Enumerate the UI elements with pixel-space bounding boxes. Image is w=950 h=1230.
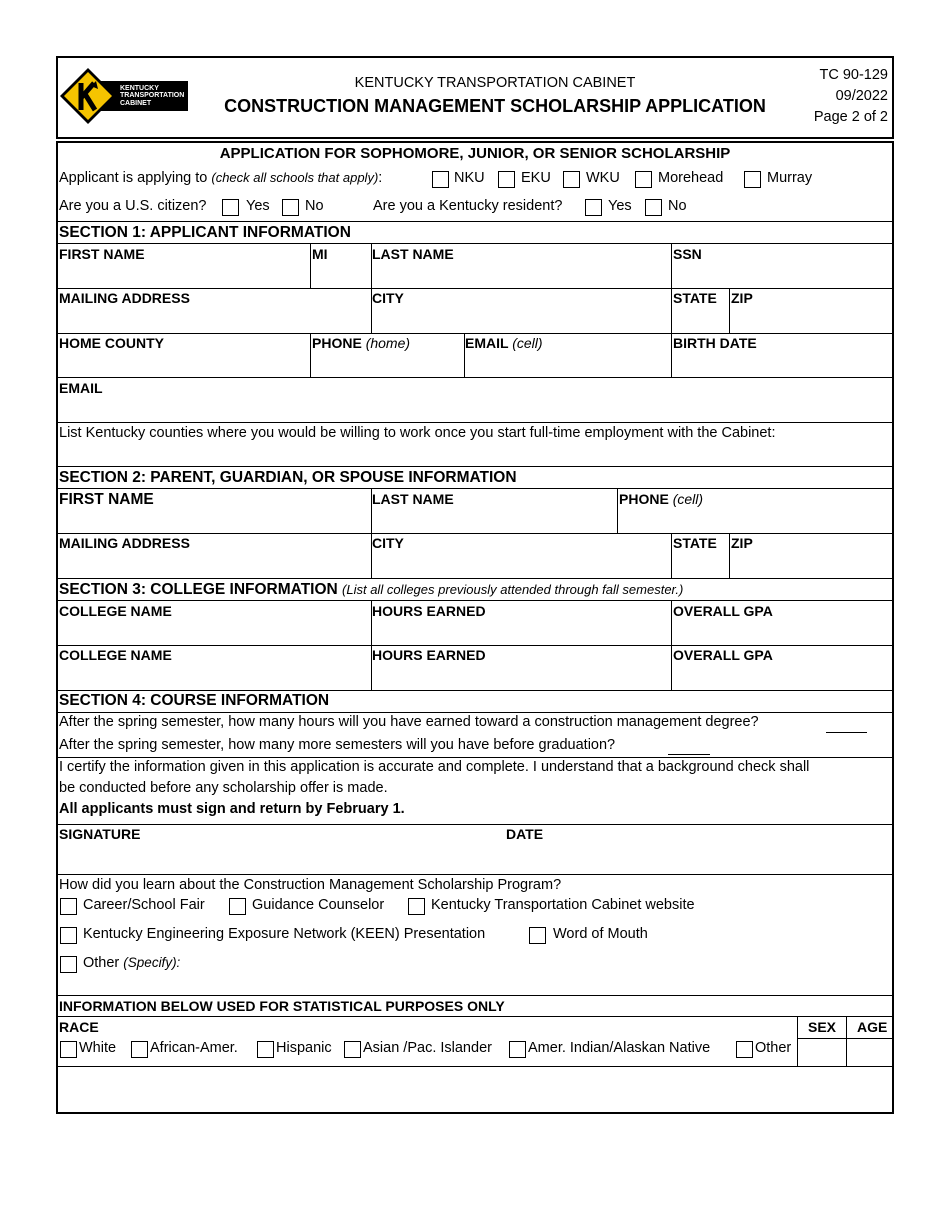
resident-no-label: No <box>668 198 687 214</box>
s1-email-cell-note: (cell) <box>512 335 543 351</box>
s3-college-name-label-2: COLLEGE NAME <box>59 647 172 663</box>
resident-yes-label: Yes <box>608 198 632 214</box>
logo-line-2: TRANSPORTATION <box>120 92 185 100</box>
learn-other-note: (Specify): <box>123 955 181 970</box>
s1-email-label: EMAIL <box>59 380 103 396</box>
s1-email-cell-label <box>465 335 543 351</box>
learn-other-label <box>83 955 180 971</box>
agency-name: KENTUCKY TRANSPORTATION CABINET <box>354 75 636 91</box>
section1-title: SECTION 1: APPLICANT INFORMATION <box>59 224 351 241</box>
s4-semesters-answer[interactable] <box>668 754 710 755</box>
race-amer-indian-checkbox[interactable] <box>509 1041 526 1058</box>
race-hispanic-label: Hispanic <box>276 1040 332 1056</box>
section3-note: (List all colleges previously attended through fall semester.) <box>342 582 684 597</box>
race-label: RACE <box>59 1019 99 1035</box>
learn-other-specify-field[interactable] <box>190 954 890 976</box>
s2-first-name-field[interactable] <box>58 510 369 531</box>
form-title: CONSTRUCTION MANAGEMENT SCHOLARSHIP APPLICATION <box>224 96 766 116</box>
application-heading: APPLICATION FOR SOPHOMORE, JUNIOR, OR SENIOR SCHOLARSHIP <box>219 145 731 162</box>
school-wku-checkbox[interactable] <box>563 171 580 188</box>
s1-ssn-field[interactable] <box>673 264 891 286</box>
school-murray-checkbox[interactable] <box>744 171 761 188</box>
s1-mi-label: MI <box>312 246 328 262</box>
s2-city-field[interactable] <box>373 554 669 576</box>
s4-certify-line-1: I certify the information given in this application is accurate and complete. I understand that a background check shall <box>59 759 810 775</box>
race-african-amer-label: African-Amer. <box>150 1040 238 1056</box>
section2-title: SECTION 2: PARENT, GUARDIAN, OR SPOUSE INFORMATION <box>59 469 517 486</box>
s2-phone-cell-field[interactable] <box>619 510 891 531</box>
citizen-no-label: No <box>305 198 324 214</box>
s1-zip-field[interactable] <box>731 309 891 331</box>
learn-keen-checkbox[interactable] <box>60 927 77 944</box>
learn-word-of-mouth-label: Word of Mouth <box>553 926 648 942</box>
section3-title <box>59 581 683 599</box>
logo-line-3: CABINET <box>120 99 152 107</box>
s1-ssn-label: SSN <box>673 246 702 262</box>
s1-birth-date-field[interactable] <box>673 354 891 376</box>
s4-date-field[interactable] <box>506 845 891 872</box>
citizen-no-checkbox[interactable] <box>282 199 299 216</box>
learn-guidance-counselor-label: Guidance Counselor <box>252 897 385 913</box>
learn-kytc-website-checkbox[interactable] <box>408 898 425 915</box>
s1-state-label: STATE <box>673 290 717 306</box>
s1-first-name-label: FIRST NAME <box>59 246 145 262</box>
learn-kytc-website-label: Kentucky Transportation Cabinet website <box>431 897 695 913</box>
form-number: TC 90-129 <box>819 67 888 83</box>
s2-city-label: CITY <box>372 535 404 551</box>
school-eku-label: EKU <box>521 170 551 186</box>
race-amer-indian-label: Amer. Indian/Alaskan Native <box>528 1040 711 1056</box>
learn-career-fair-checkbox[interactable] <box>60 898 77 915</box>
race-white-checkbox[interactable] <box>60 1041 77 1058</box>
s1-home-county-label: HOME COUNTY <box>59 335 164 351</box>
sex-field[interactable] <box>799 1040 844 1065</box>
s2-state-label: STATE <box>673 535 717 551</box>
race-asian-checkbox[interactable] <box>344 1041 361 1058</box>
s2-phone-text: PHONE <box>619 491 669 507</box>
s1-phone-text: PHONE <box>312 335 362 351</box>
s3-college-name-field-1[interactable] <box>58 622 369 643</box>
s2-phone-note: (cell) <box>672 491 704 507</box>
s4-signature-field[interactable] <box>58 845 498 872</box>
s3-hours-earned-label-1: HOURS EARNED <box>372 603 486 619</box>
s3-college-name-label-1: COLLEGE NAME <box>59 603 172 619</box>
citizen-question: Are you a U.S. citizen? <box>59 198 207 214</box>
s2-last-name-field[interactable] <box>373 510 615 531</box>
s2-state-field[interactable] <box>673 554 727 576</box>
s2-zip-label: ZIP <box>731 535 753 551</box>
sex-label: SEX <box>808 1019 837 1035</box>
s1-birth-date-label: BIRTH DATE <box>673 335 757 351</box>
learn-career-fair-label: Career/School Fair <box>83 897 205 913</box>
s1-zip-label: ZIP <box>731 290 753 306</box>
race-african-amer-checkbox[interactable] <box>131 1041 148 1058</box>
s1-counties-question: List Kentucky counties where you would be willing to work once you start full-time employment with the Cabinet: <box>59 425 776 441</box>
learn-keen-label: Kentucky Engineering Exposure Network (KEEN) Presentation <box>83 926 486 942</box>
s3-overall-gpa-label-2: OVERALL GPA <box>673 647 773 663</box>
school-nku-label: NKU <box>454 170 485 186</box>
s1-email-cell-text: EMAIL <box>465 335 509 351</box>
s3-overall-gpa-field-2[interactable] <box>673 666 891 688</box>
s4-deadline-notice: All applicants must sign and return by February 1. <box>59 801 405 817</box>
s3-overall-gpa-label-1: OVERALL GPA <box>673 603 773 619</box>
s3-hours-earned-field-2[interactable] <box>373 666 669 688</box>
s1-phone-home-field[interactable] <box>312 354 462 376</box>
logo-text <box>120 85 184 107</box>
race-asian-label: Asian /Pac. Islander <box>363 1040 492 1056</box>
race-other-label: Other <box>755 1040 792 1056</box>
school-murray-label: Murray <box>767 170 813 186</box>
learn-other-checkbox[interactable] <box>60 956 77 973</box>
race-hispanic-checkbox[interactable] <box>257 1041 274 1058</box>
race-white-label: White <box>79 1040 117 1056</box>
citizen-yes-label: Yes <box>246 198 270 214</box>
s2-phone-cell-label <box>619 491 703 507</box>
resident-no-checkbox[interactable] <box>645 199 662 216</box>
citizen-yes-checkbox[interactable] <box>222 199 239 216</box>
s1-last-name-label: LAST NAME <box>372 246 454 262</box>
school-nku-checkbox[interactable] <box>432 171 449 188</box>
learn-guidance-counselor-checkbox[interactable] <box>229 898 246 915</box>
s2-mailing-address-field[interactable] <box>58 554 369 576</box>
s1-mailing-address-field[interactable] <box>58 309 369 331</box>
resident-question: Are you a Kentucky resident? <box>373 198 563 214</box>
s3-hours-earned-label-2: HOURS EARNED <box>372 647 486 663</box>
logo-line-1: KENTUCKY <box>120 85 159 92</box>
s3-college-name-field-2[interactable] <box>58 666 369 688</box>
s1-last-name-field[interactable] <box>373 264 669 286</box>
s1-counties-field[interactable] <box>58 444 891 464</box>
learn-question: How did you learn about the Construction Management Scholarship Program? <box>59 877 562 893</box>
applying-label <box>59 170 382 186</box>
s1-email-cell-field[interactable] <box>466 354 669 376</box>
school-eku-checkbox[interactable] <box>498 171 515 188</box>
s1-state-field[interactable] <box>673 309 727 331</box>
s1-first-name-field[interactable] <box>58 264 308 286</box>
s2-mailing-address-label: MAILING ADDRESS <box>59 535 190 551</box>
applying-text: Applicant is applying to <box>59 170 208 186</box>
school-wku-label: WKU <box>586 170 620 186</box>
s1-city-label: CITY <box>372 290 404 306</box>
s4-signature-label: SIGNATURE <box>59 826 141 842</box>
s3-overall-gpa-field-1[interactable] <box>673 622 891 643</box>
page-number: Page 2 of 2 <box>813 109 888 125</box>
school-morehead-checkbox[interactable] <box>635 171 652 188</box>
s1-phone-home-label <box>312 335 410 351</box>
s4-date-label: DATE <box>506 826 544 842</box>
resident-yes-checkbox[interactable] <box>585 199 602 216</box>
kytc-logo <box>58 67 190 125</box>
s4-certify-line-2: be conducted before any scholarship offer is made. <box>59 780 388 796</box>
applying-note: (check all schools that apply) <box>211 170 379 185</box>
race-other-checkbox[interactable] <box>736 1041 753 1058</box>
form-date: 09/2022 <box>835 88 888 104</box>
s2-last-name-label: LAST NAME <box>372 491 454 507</box>
learn-word-of-mouth-checkbox[interactable] <box>529 927 546 944</box>
s1-mailing-address-label: MAILING ADDRESS <box>59 290 190 306</box>
s4-hours-question: After the spring semester, how many hours will you have earned toward a construction management degree? <box>59 714 759 730</box>
school-morehead-label: Morehead <box>658 170 724 186</box>
stats-title: INFORMATION BELOW USED FOR STATISTICAL PURPOSES ONLY <box>59 998 505 1014</box>
s1-phone-note: (home) <box>365 335 411 351</box>
section4-title: SECTION 4: COURSE INFORMATION <box>59 692 330 709</box>
s4-hours-answer[interactable] <box>826 732 867 733</box>
age-label: AGE <box>857 1019 888 1035</box>
learn-other-text: Other <box>83 955 120 971</box>
s1-home-county-field[interactable] <box>58 354 308 376</box>
s2-first-name-label: FIRST NAME <box>59 491 154 508</box>
section3-title-text: SECTION 3: COLLEGE INFORMATION <box>59 581 338 598</box>
s1-city-field[interactable] <box>373 309 669 331</box>
s2-zip-field[interactable] <box>731 554 891 576</box>
s1-email-field[interactable] <box>58 398 891 420</box>
s3-hours-earned-field-1[interactable] <box>373 622 669 643</box>
age-field[interactable] <box>848 1040 891 1065</box>
s1-mi-field[interactable] <box>312 264 369 286</box>
s4-semesters-question: After the spring semester, how many more semesters will you have before graduation? <box>59 737 616 753</box>
applying-colon: : <box>378 170 383 186</box>
